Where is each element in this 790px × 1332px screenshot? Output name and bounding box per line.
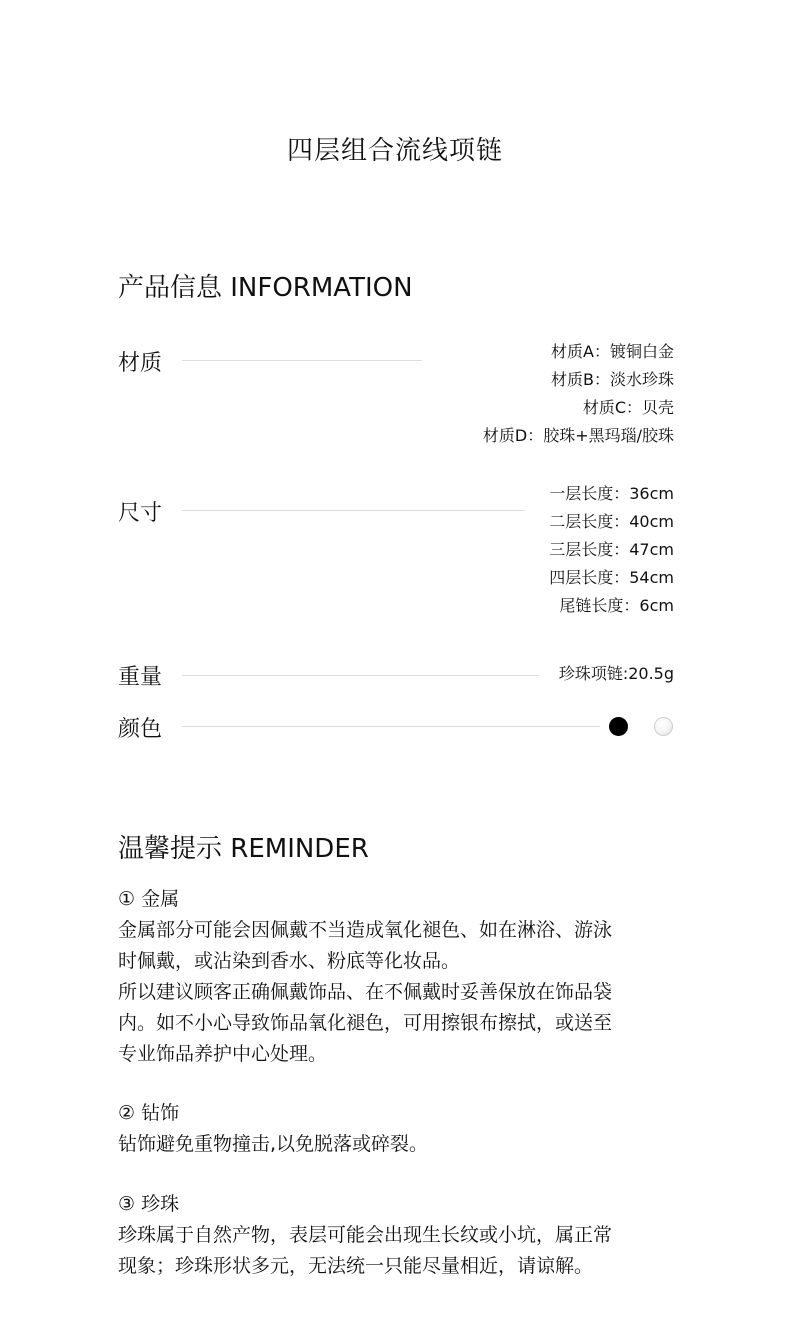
material-c-value: 材质C：贝壳 (582, 398, 674, 417)
reminder-pearl-line: 现象；珍珠形状多元，无法统一只能尽量相近，请谅解。 (118, 1255, 594, 1277)
material-b-value: 材质B：淡水珍珠 (551, 370, 674, 389)
reminder-pearl-title: ③ 珍珠 (118, 1193, 180, 1215)
reminder-metal-title: ① 金属 (118, 888, 180, 910)
size-layer1-value: 一层长度：36cm (549, 484, 674, 503)
reminder-pearl (118, 1189, 678, 1282)
size-layer2-value: 二层长度：40cm (549, 512, 674, 531)
reminder-metal-line: 所以建议顾客正确佩戴饰品、在不佩戴时妥善保放在饰品袋 (118, 981, 613, 1003)
material-label: 材质 (118, 351, 163, 376)
reminder-metal-line: 专业饰品养护中心处理。 (118, 1043, 328, 1065)
size-layer3-value: 三层长度：47cm (549, 540, 674, 559)
reminder-diamond (118, 1098, 678, 1160)
reminder-pearl-line: 珍珠属于自然产物，表层可能会出现生长纹或小坑，属正常 (118, 1224, 613, 1246)
color-swatch-white[interactable] (654, 717, 673, 736)
reminder-diamond-line: 钻饰避免重物撞击,以免脱落或碎裂。 (118, 1133, 429, 1155)
reminder-metal-line: 时佩戴，或沾染到香水、粉底等化妆品。 (118, 950, 461, 972)
size-label: 尺寸 (118, 501, 163, 526)
reminder-metal-line: 金属部分可能会因佩戴不当造成氧化褪色、如在淋浴、游泳 (118, 919, 613, 941)
material-divider (182, 360, 422, 361)
size-divider (182, 510, 525, 511)
size-layer4-value: 四层长度：54cm (549, 568, 674, 587)
weight-value: 珍珠项链:20.5g (558, 664, 674, 683)
material-d-value: 材质D：胶珠+黑玛瑙/胶珠 (482, 426, 674, 445)
reminder-metal-line: 内。如不小心导致饰品氧化褪色，可用擦银布擦拭，或送至 (118, 1012, 613, 1034)
weight-divider (182, 675, 539, 676)
info-heading: 产品信息 INFORMATION (118, 273, 413, 303)
color-label: 颜色 (118, 717, 163, 742)
weight-label: 重量 (118, 665, 163, 690)
material-a-value: 材质A：镀铜白金 (551, 342, 674, 361)
size-tail-value: 尾链长度：6cm (559, 596, 674, 615)
color-swatch-black[interactable] (609, 717, 628, 736)
page-title: 四层组合流线项链 (286, 136, 503, 166)
reminder-diamond-title: ② 钻饰 (118, 1102, 180, 1124)
color-divider (182, 726, 600, 727)
reminder-metal (118, 884, 678, 1070)
reminder-heading: 温馨提示 REMINDER (118, 834, 369, 864)
